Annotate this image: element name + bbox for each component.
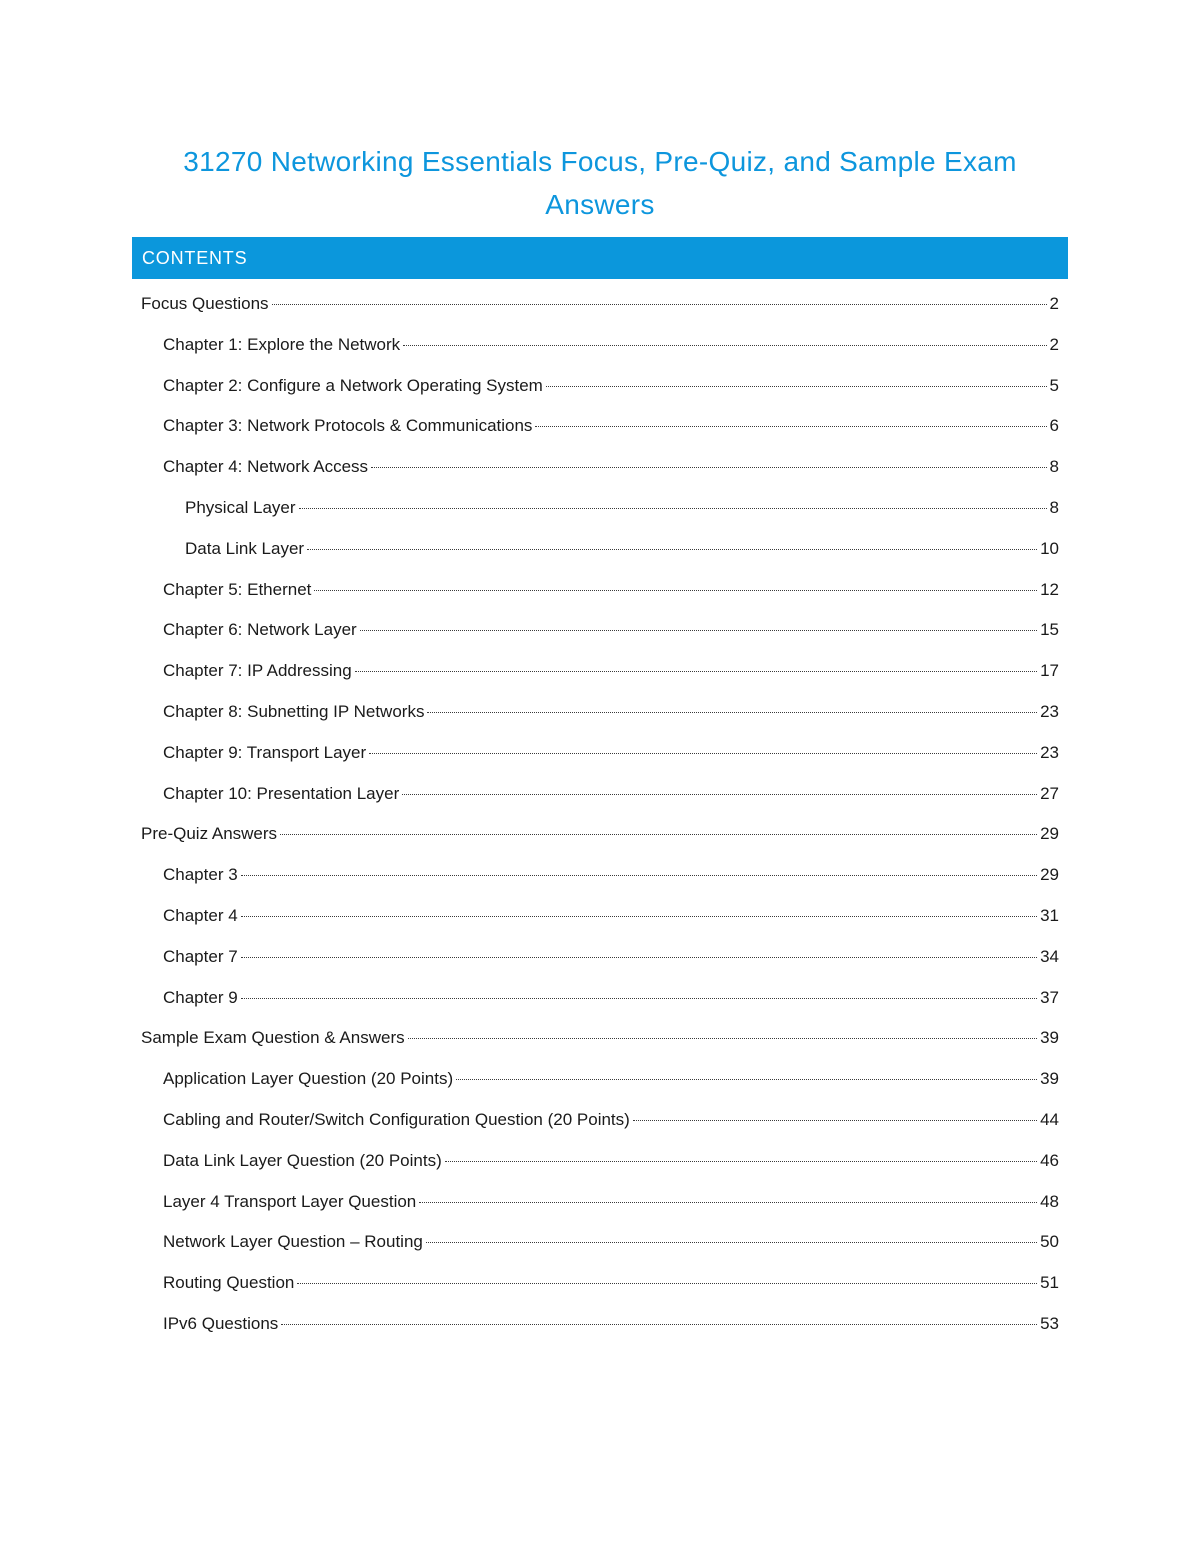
toc-entry-label[interactable]: Chapter 9: [163, 987, 238, 1007]
toc-entry[interactable]: [141, 1026, 1059, 1067]
toc-entry[interactable]: [141, 863, 1059, 904]
toc-entry[interactable]: [141, 414, 1059, 455]
toc-dot-leader: [241, 916, 1037, 917]
toc-entry-page-number[interactable]: 12: [1040, 579, 1059, 599]
toc-dot-leader: [402, 794, 1037, 795]
toc-entry-label[interactable]: Chapter 8: Subnetting IP Networks: [163, 701, 425, 721]
toc-entry[interactable]: [141, 618, 1059, 659]
toc-entry-page-number[interactable]: 2: [1049, 334, 1059, 354]
toc-entry-page-number[interactable]: 23: [1040, 742, 1059, 762]
toc-entry-page-number[interactable]: 15: [1040, 620, 1059, 640]
contents-heading: CONTENTS: [142, 247, 248, 268]
toc-entry-label[interactable]: Chapter 7: [163, 946, 238, 966]
toc-entry-label[interactable]: Chapter 10: Presentation Layer: [163, 783, 400, 803]
toc-entry[interactable]: [141, 904, 1059, 945]
toc-entry-label[interactable]: Chapter 6: Network Layer: [163, 620, 357, 640]
toc-dot-leader: [241, 957, 1037, 958]
toc-entry-page-number[interactable]: 39: [1040, 1028, 1059, 1048]
toc-entry-page-number[interactable]: 37: [1040, 987, 1059, 1007]
toc-entry[interactable]: [141, 1312, 1059, 1353]
toc-entry-label[interactable]: IPv6 Questions: [163, 1313, 279, 1333]
toc-entry[interactable]: [141, 741, 1059, 782]
toc-entry[interactable]: [141, 374, 1059, 415]
toc-entry[interactable]: [141, 659, 1059, 700]
toc-entry-page-number[interactable]: 29: [1040, 865, 1059, 885]
toc-dot-leader: [371, 467, 1047, 468]
toc-entry[interactable]: [141, 496, 1059, 537]
toc-entry[interactable]: [141, 333, 1059, 374]
toc-dot-leader: [445, 1161, 1037, 1162]
toc-dot-leader: [280, 834, 1037, 835]
toc-entry[interactable]: [141, 1108, 1059, 1149]
toc-entry-label[interactable]: Focus Questions: [141, 294, 269, 313]
toc-entry[interactable]: [141, 945, 1059, 986]
toc-entry-page-number[interactable]: 8: [1049, 497, 1059, 517]
toc-entry[interactable]: [141, 1067, 1059, 1108]
toc-dot-leader: [355, 671, 1037, 672]
toc-entry-page-number[interactable]: 44: [1040, 1109, 1059, 1129]
toc-entry-label[interactable]: Chapter 7: IP Addressing: [163, 661, 352, 681]
toc-entry[interactable]: [141, 1230, 1059, 1271]
toc-dot-leader: [419, 1202, 1037, 1203]
toc-dot-leader: [299, 508, 1047, 509]
toc-entry-page-number[interactable]: 8: [1049, 457, 1059, 477]
toc-entry-label[interactable]: Data Link Layer: [185, 538, 305, 558]
toc-entry-label[interactable]: Chapter 3: [163, 865, 238, 885]
toc-entry[interactable]: [141, 578, 1059, 619]
toc-entry-label[interactable]: Chapter 4: [163, 905, 238, 925]
toc-dot-leader: [360, 630, 1037, 631]
toc-entry-label[interactable]: Network Layer Question – Routing: [163, 1232, 423, 1252]
toc-dot-leader: [307, 549, 1037, 550]
toc-dot-leader: [403, 345, 1046, 346]
toc-dot-leader: [241, 875, 1037, 876]
toc-dot-leader: [456, 1079, 1037, 1080]
toc-entry[interactable]: [141, 455, 1059, 496]
toc-entry-page-number[interactable]: 50: [1040, 1232, 1059, 1252]
toc-dot-leader: [241, 998, 1037, 999]
toc-entry-label[interactable]: Routing Question: [163, 1273, 295, 1293]
toc-entry-label[interactable]: Pre-Quiz Answers: [141, 824, 278, 844]
toc-dot-leader: [426, 1242, 1037, 1243]
toc-dot-leader: [272, 304, 1047, 305]
toc-entry-page-number[interactable]: 17: [1040, 661, 1059, 681]
toc-entry-page-number[interactable]: 39: [1040, 1069, 1059, 1089]
toc-dot-leader: [546, 386, 1047, 387]
toc-entry-page-number[interactable]: 46: [1040, 1150, 1059, 1170]
toc-dot-leader: [297, 1283, 1037, 1284]
toc-entry-label[interactable]: Chapter 4: Network Access: [163, 457, 369, 477]
toc-dot-leader: [369, 753, 1037, 754]
toc-entry[interactable]: [141, 700, 1059, 741]
toc-entry-page-number[interactable]: 23: [1040, 701, 1059, 721]
toc-entry-page-number[interactable]: 10: [1040, 538, 1059, 558]
toc-entry-page-number[interactable]: 5: [1049, 375, 1059, 395]
toc-entry[interactable]: [141, 986, 1059, 1027]
toc-entry-label[interactable]: Cabling and Router/Switch Configuration Question (20 Points): [163, 1109, 630, 1129]
toc-entry-page-number[interactable]: 6: [1049, 416, 1059, 436]
toc-entry[interactable]: [141, 822, 1059, 863]
toc-dot-leader: [314, 590, 1037, 591]
toc-entry-label[interactable]: Chapter 3: Network Protocols & Communications: [163, 416, 533, 436]
toc-entry[interactable]: [141, 1149, 1059, 1190]
document-title: 31270 Networking Essentials Focus, Pre-Quiz, and Sample Exam Answers: [183, 146, 1017, 220]
toc-dot-leader: [408, 1038, 1037, 1039]
toc-entry-page-number[interactable]: 27: [1040, 783, 1059, 803]
toc-entry-label[interactable]: Chapter 2: Configure a Network Operating System: [163, 375, 543, 395]
toc-dot-leader: [427, 712, 1037, 713]
toc-entry-page-number[interactable]: 34: [1040, 946, 1059, 966]
toc-entry-label[interactable]: Chapter 9: Transport Layer: [163, 742, 367, 762]
toc-entry-label[interactable]: Chapter 1: Explore the Network: [163, 334, 401, 354]
toc-dot-leader: [535, 426, 1046, 427]
toc-entry[interactable]: [141, 1190, 1059, 1231]
toc-entry[interactable]: [141, 1271, 1059, 1312]
toc-entry-label[interactable]: Application Layer Question (20 Points): [163, 1069, 454, 1089]
toc-entry[interactable]: [141, 782, 1059, 823]
toc-entry[interactable]: [141, 292, 1059, 333]
toc-entry-page-number[interactable]: 53: [1040, 1313, 1059, 1333]
toc-entry-label[interactable]: Sample Exam Question & Answers: [141, 1028, 405, 1048]
table-of-contents: [141, 292, 1059, 1353]
toc-dot-leader: [633, 1120, 1037, 1121]
toc-entry-page-number[interactable]: 31: [1040, 905, 1059, 925]
toc-entry[interactable]: [141, 537, 1059, 578]
toc-entry-page-number[interactable]: 2: [1049, 294, 1059, 313]
toc-entry-page-number[interactable]: 29: [1040, 824, 1059, 844]
toc-entry-label[interactable]: Chapter 5: Ethernet: [163, 579, 312, 599]
toc-dot-leader: [281, 1324, 1037, 1325]
toc-entry-page-number[interactable]: 48: [1040, 1191, 1059, 1211]
toc-entry-label[interactable]: Physical Layer: [185, 497, 296, 517]
contents-header-bar: [132, 237, 1068, 279]
toc-entry-label[interactable]: Layer 4 Transport Layer Question: [163, 1191, 417, 1211]
toc-entry-page-number[interactable]: 51: [1040, 1273, 1059, 1293]
toc-entry-label[interactable]: Data Link Layer Question (20 Points): [163, 1150, 442, 1170]
